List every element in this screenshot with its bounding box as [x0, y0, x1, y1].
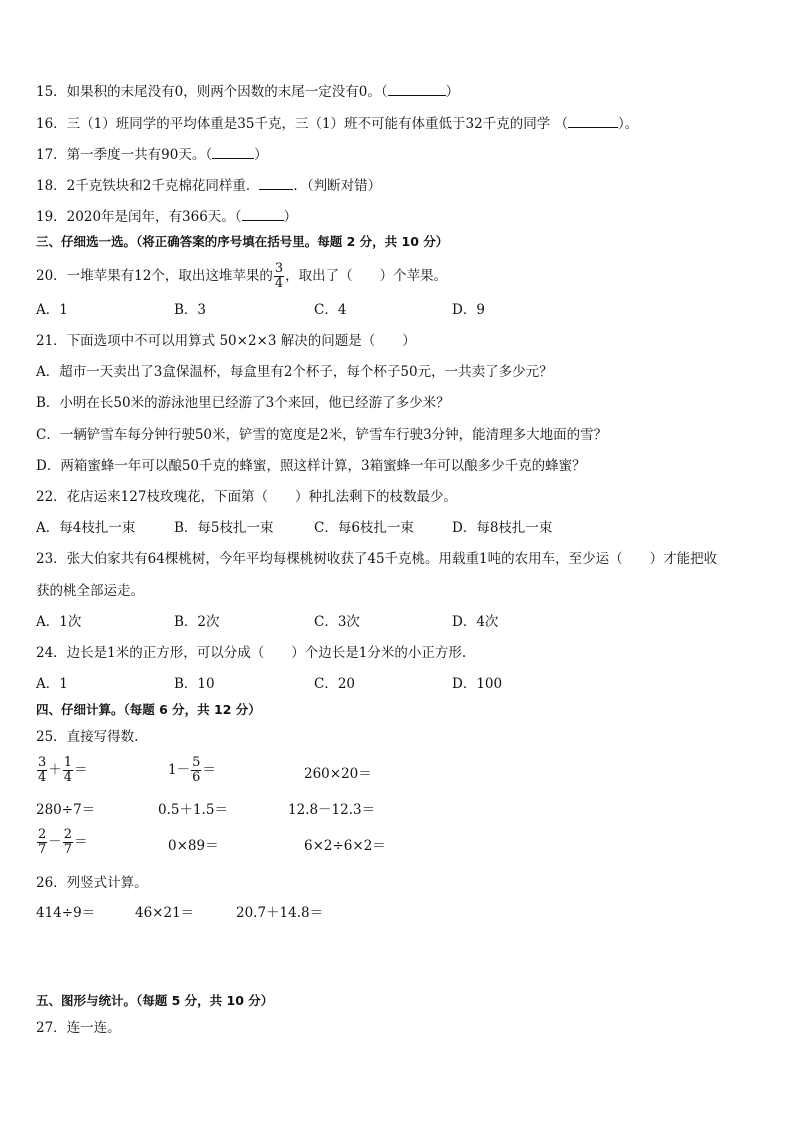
fraction: [37, 828, 47, 857]
calc-item-9[interactable]: 6×2÷6×2＝: [304, 838, 386, 854]
calc-item-5[interactable]: 0.5＋1.5＝: [158, 802, 228, 818]
question-18-suffix: ．（判断对错）: [293, 178, 382, 194]
option-24-b[interactable]: B．10: [174, 676, 215, 692]
question-18-text: 18．2千克铁块和2千克棉花同样重．: [36, 178, 260, 194]
fraction-denominator: 4: [63, 770, 73, 785]
bracket-close: ）: [254, 147, 268, 163]
option-23-a[interactable]: A．1次: [36, 614, 82, 630]
answer-blank-17[interactable]: [212, 145, 254, 159]
question-26: 26．列竖式计算。: [36, 875, 148, 891]
option-21-c[interactable]: C．一辆铲雪车每分钟行驶50米，铲雪的宽度是2米，铲雪车行驶3分钟，能清理多大地面的雪？: [36, 427, 608, 443]
calc-item-8[interactable]: 0×89＝: [168, 838, 219, 854]
question-17-text: 17．第一季度一共有90天。（: [36, 147, 213, 163]
fraction-numerator: 3: [38, 755, 47, 770]
minus-sign: －: [48, 834, 62, 850]
calc-item-2[interactable]: [168, 756, 216, 785]
option-24-a[interactable]: A．1: [36, 676, 68, 692]
option-22-a[interactable]: A．每4枝扎一束: [36, 520, 136, 536]
fraction-denominator: 7: [63, 842, 73, 857]
section-5-heading: 五、图形与统计。（每题 5 分，共 10 分）: [36, 993, 274, 1008]
question-24: 24．边长是1米的正方形，可以分成（ ）个边长是1分米的小正方形.: [36, 645, 467, 661]
calc-item-7[interactable]: [36, 828, 88, 857]
fraction: [37, 756, 47, 785]
answer-blank-15[interactable]: [388, 82, 446, 96]
question-21: 21．下面选项中不可以用算式 50×2×3 解决的问题是（ ）: [36, 333, 416, 349]
question-20-text: 20．一堆苹果有12个，取出这堆苹果的: [36, 268, 273, 284]
question-23-line-1: 23．张大伯家共有64棵桃树，今年平均每棵桃树收获了45千克桃。用载重1吨的农用车，至少运（ ）才能把收: [36, 551, 718, 567]
vertical-calc-1[interactable]: 414÷9＝: [36, 905, 96, 921]
question-25: 25．直接写得数.: [36, 729, 139, 745]
fraction: [191, 756, 201, 785]
equals-sign: ＝: [202, 762, 216, 778]
bracket-close: ）。: [618, 116, 639, 132]
equals-sign: ＝: [74, 834, 88, 850]
section-4-heading: 四、仔细计算。（每题 6 分，共 12 分）: [36, 702, 261, 717]
option-22-d[interactable]: D．每8枝扎一束: [452, 520, 553, 536]
option-23-b[interactable]: B．2次: [174, 614, 220, 630]
fraction-numerator: 2: [38, 827, 47, 842]
fraction-denominator: 4: [274, 276, 284, 291]
fraction: [63, 756, 73, 785]
vertical-calc-2[interactable]: 46×21＝: [135, 905, 195, 921]
fraction-three-quarters: [274, 262, 284, 291]
question-20: [36, 262, 447, 291]
bracket-close: ）: [445, 84, 460, 100]
question-17: [36, 145, 268, 165]
option-22-c[interactable]: C．每6枝扎一束: [314, 520, 414, 536]
option-22-b[interactable]: B．每5枝扎一束: [174, 520, 274, 536]
fraction-denominator: 4: [38, 770, 47, 785]
answer-blank-16[interactable]: [568, 114, 618, 128]
option-20-d[interactable]: D．9: [452, 302, 485, 318]
fraction: [63, 828, 73, 857]
calc-item-3[interactable]: 260×20＝: [304, 766, 372, 782]
question-19-text: 19．2020年是闰年，有366天。（: [36, 209, 242, 225]
question-15-text: 15．如果积的末尾没有0，则两个因数的末尾一定没有0。（: [36, 84, 388, 100]
equals-sign: ＝: [74, 762, 88, 778]
option-20-a[interactable]: A．1: [36, 302, 68, 318]
fraction-denominator: 6: [192, 770, 201, 785]
plus-sign: ＋: [48, 762, 62, 778]
question-22: 22．花店运来127枝玫瑰花，下面第（ ）种扎法剩下的枝数最少。: [36, 489, 457, 505]
question-16: [36, 114, 638, 134]
calc-item-4[interactable]: 280÷7＝: [36, 802, 96, 818]
option-24-c[interactable]: C．20: [314, 676, 356, 692]
question-27: 27．连一连。: [36, 1020, 121, 1036]
question-15: [36, 82, 459, 102]
fraction-numerator: 3: [274, 261, 284, 276]
calc-item-6[interactable]: 12.8－12.3＝: [288, 802, 376, 818]
fraction-numerator: 5: [192, 755, 201, 770]
calc-item-1[interactable]: [36, 756, 88, 785]
question-19: [36, 207, 297, 227]
answer-blank-19[interactable]: [242, 207, 284, 221]
question-18: [36, 176, 381, 196]
vertical-calc-3[interactable]: 20.7＋14.8＝: [236, 905, 324, 921]
question-23-line-2: 获的桃全部运走。: [36, 583, 144, 599]
fraction-numerator: 2: [63, 827, 73, 842]
answer-blank-18[interactable]: [259, 176, 293, 190]
bracket-close: ）: [283, 209, 298, 225]
question-20-suffix: ，取出了（ ）个苹果。: [285, 268, 448, 284]
question-16-text: 16．三（1）班同学的平均体重是35千克，三（1）班不可能有体重低于32千克的同学 （: [36, 116, 569, 132]
option-20-c[interactable]: C．4: [314, 302, 347, 318]
fraction-denominator: 7: [38, 842, 47, 857]
option-21-a[interactable]: A．超市一天卖出了3盒保温杯，每盒里有2个杯子，每个杯子50元，一共卖了多少元？: [36, 364, 553, 380]
option-21-d[interactable]: D．两箱蜜蜂一年可以酿50千克的蜂蜜，照这样计算，3箱蜜蜂一年可以酿多少千克的蜂蜜？: [36, 458, 586, 474]
calc-prefix: 1－: [168, 762, 191, 778]
option-24-d[interactable]: D．100: [452, 676, 503, 692]
option-21-b[interactable]: B．小明在长50米的游泳池里已经游了3个来回，他已经游了多少米？: [36, 395, 450, 411]
section-3-heading: 三、仔细选一选。（将正确答案的序号填在括号里。每题 2 分，共 10 分）: [36, 234, 449, 249]
fraction-numerator: 1: [63, 755, 73, 770]
option-20-b[interactable]: B．3: [174, 302, 207, 318]
option-23-c[interactable]: C．3次: [314, 614, 360, 630]
option-23-d[interactable]: D．4次: [452, 614, 499, 630]
